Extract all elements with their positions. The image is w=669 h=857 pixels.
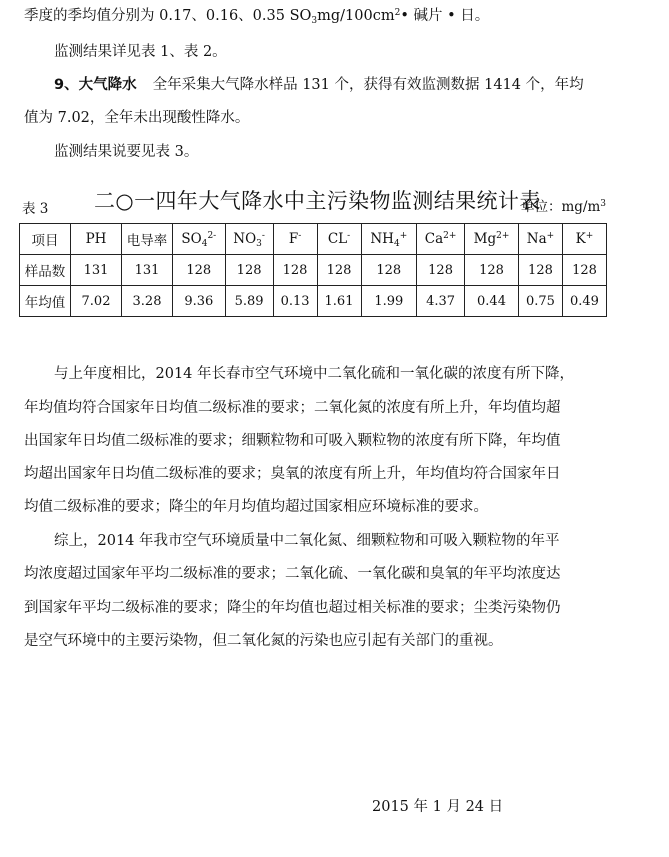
intro-line-2: 监测结果详见表 1、表 2。 bbox=[54, 44, 227, 60]
table-header-cell bbox=[122, 224, 173, 255]
table-cell: 0.49 bbox=[562, 286, 606, 317]
table-cell: 4.37 bbox=[417, 286, 465, 317]
intro-line-1-end: • 碱片 • 日。 bbox=[400, 8, 490, 24]
header-base: F bbox=[288, 231, 299, 247]
table-row bbox=[20, 286, 607, 317]
table-header-cell bbox=[20, 224, 71, 255]
section-9-title: 9、大气降水 bbox=[54, 77, 137, 93]
intro-line-1-text: 季度的季均值分别为 0.17、0.16、0.35 SO bbox=[24, 8, 312, 24]
header-base: Na bbox=[526, 231, 547, 247]
table-cell: 128 bbox=[361, 255, 417, 286]
table-cell: 128 bbox=[317, 255, 361, 286]
table-cell: 131 bbox=[71, 255, 122, 286]
subscript: 4 bbox=[201, 239, 208, 249]
superscript: 2 bbox=[394, 8, 401, 18]
superscript: - bbox=[261, 231, 265, 241]
paragraph-2-line: 均浓度超过国家年平均二级标准的要求；二氧化硫、一氧化碳和臭氧的年平均浓度达 bbox=[24, 566, 561, 582]
table-header-cell bbox=[173, 224, 226, 255]
table-row-label: 年均值 bbox=[20, 286, 71, 317]
paragraph-2-line: 到国家年平均二级标准的要求；降尘的年均值也超过相关标准的要求；尘类污染物仍 bbox=[24, 600, 561, 616]
superscript: + bbox=[546, 231, 555, 241]
superscript: 2+ bbox=[496, 231, 510, 241]
intro-see-table-3: 监测结果说要见表 3。 bbox=[54, 144, 199, 160]
document-date: 2015 年 1 月 24 日 bbox=[372, 799, 504, 815]
paragraph-1-line: 与上年度相比，2014 年长春市空气环境中二氧化硫和一氧化碳的浓度有所下降， bbox=[54, 366, 575, 382]
table-header-cell bbox=[465, 224, 519, 255]
table-header-cell bbox=[71, 224, 122, 255]
table-cell: 128 bbox=[562, 255, 606, 286]
intro-line-1 bbox=[24, 4, 489, 25]
table-cell: 7.02 bbox=[71, 286, 122, 317]
paragraph-1-line: 年均值均符合国家年日均值二级标准的要求；二氧化氮的浓度有所上升，年均值均超 bbox=[24, 400, 561, 416]
paragraph-2-line: 是空气环境中的主要污染物，但二氧化氮的污染也应引起有关部门的重视。 bbox=[24, 633, 503, 649]
table-cell: 131 bbox=[122, 255, 173, 286]
superscript: + bbox=[585, 231, 594, 241]
table-header-cell bbox=[225, 224, 273, 255]
header-base: K bbox=[575, 231, 586, 247]
table-title: 二○一四年大气降水中主污染物监测结果统计表 bbox=[94, 189, 541, 213]
table-cell: 128 bbox=[518, 255, 562, 286]
table-cell: 1.61 bbox=[317, 286, 361, 317]
table-unit-text: 单位：mg/m bbox=[520, 199, 601, 215]
table-header-cell bbox=[317, 224, 361, 255]
header-base: NH bbox=[370, 231, 394, 247]
table-cell: 128 bbox=[173, 255, 226, 286]
paragraph-1-line: 均值二级标准的要求；降尘的年月均值均超过国家相应环境标准的要求。 bbox=[24, 499, 488, 515]
header-base: Mg bbox=[473, 231, 497, 247]
table-header-cell bbox=[562, 224, 606, 255]
table-header-cell bbox=[273, 224, 317, 255]
table-cell: 1.99 bbox=[361, 286, 417, 317]
header-base: NO bbox=[233, 231, 257, 247]
subscript: 3 bbox=[311, 16, 318, 26]
table-cell: 128 bbox=[417, 255, 465, 286]
section-9-line bbox=[54, 73, 584, 94]
subscript: 3 bbox=[256, 239, 262, 249]
superscript: 2+ bbox=[443, 231, 457, 241]
header-base: CL bbox=[327, 231, 348, 247]
table-row-label: 样品数 bbox=[20, 255, 71, 286]
section-9-line-2: 值为 7.02，全年未出现酸性降水。 bbox=[24, 110, 250, 126]
intro-line-1-unit: mg/100cm bbox=[317, 8, 395, 24]
header-base: 电导率 bbox=[126, 233, 168, 249]
pollutant-table bbox=[19, 223, 607, 317]
table-header-row bbox=[20, 224, 607, 255]
table-cell: 0.75 bbox=[518, 286, 562, 317]
paragraph-1-line: 出国家年日均值二级标准的要求；细颗粒物和可吸入颗粒物的浓度有所下降，年均值 bbox=[24, 433, 561, 449]
table-header-cell bbox=[518, 224, 562, 255]
superscript: 3 bbox=[600, 199, 606, 209]
table-label: 表 3 bbox=[22, 201, 49, 217]
superscript: - bbox=[298, 231, 302, 241]
table-cell: 128 bbox=[273, 255, 317, 286]
superscript: - bbox=[347, 231, 351, 241]
table-cell: 3.28 bbox=[122, 286, 173, 317]
subscript: 4 bbox=[393, 239, 400, 249]
section-9-text: 全年采集大气降水样品 131 个，获得有效监测数据 1414 个，年均 bbox=[152, 77, 584, 93]
table-cell: 5.89 bbox=[225, 286, 273, 317]
header-base: SO bbox=[181, 231, 202, 247]
table-cell: 0.13 bbox=[273, 286, 317, 317]
table-caption bbox=[22, 185, 612, 215]
table-header-cell bbox=[417, 224, 465, 255]
table-row bbox=[20, 255, 607, 286]
table-header-cell bbox=[361, 224, 417, 255]
paragraph-2-line: 综上，2014 年我市空气环境质量中二氧化氮、细颗粒物和可吸入颗粒物的年平 bbox=[54, 533, 560, 549]
header-base: Ca bbox=[424, 231, 444, 247]
header-base: 项目 bbox=[31, 233, 59, 249]
table-cell: 9.36 bbox=[173, 286, 226, 317]
table-cell: 128 bbox=[225, 255, 273, 286]
paragraph-1-line: 均超出国家年日均值二级标准的要求；臭氧的浓度有所上升，年均值均符合国家年日 bbox=[24, 466, 561, 482]
superscript: + bbox=[399, 231, 408, 241]
superscript: 2- bbox=[207, 231, 217, 241]
header-base: PH bbox=[85, 231, 107, 247]
table-unit bbox=[521, 195, 606, 215]
table-cell: 0.44 bbox=[465, 286, 519, 317]
table-cell: 128 bbox=[465, 255, 519, 286]
